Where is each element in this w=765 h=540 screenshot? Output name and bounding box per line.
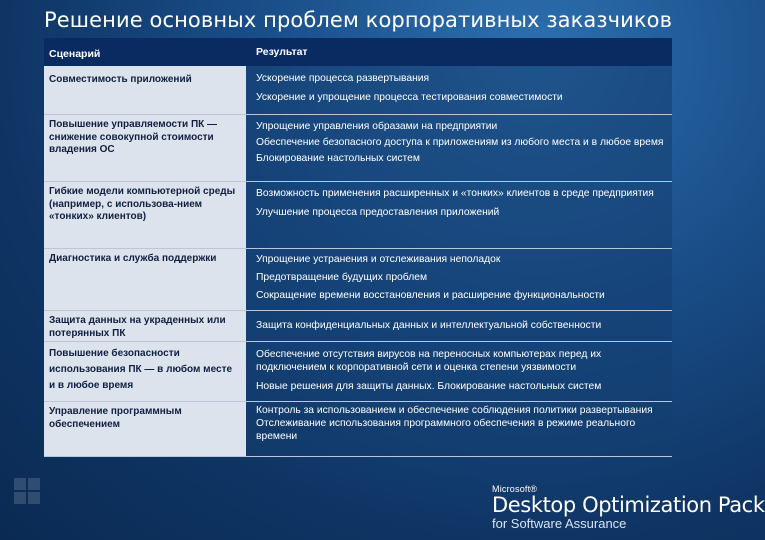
scenario-cell: Гибкие модели компьютерной среды (например, с использова-нием «тонких» клиентов) — [49, 186, 236, 222]
table-row — [44, 402, 672, 457]
result-line: Блокирование настольных систем — [256, 153, 420, 164]
logo-brand: Microsoft® — [492, 484, 538, 494]
scenario-table — [44, 38, 672, 457]
table-row — [44, 311, 672, 342]
table-row — [44, 182, 672, 249]
page-title: Решение основных проблем корпоративных заказчиков — [44, 8, 673, 32]
result-line: Защита конфиденциальных данных и интеллектуальной собственности — [256, 320, 602, 331]
scenario-cell: Повышение безопасности использования ПК — в любом месте и в любое время — [49, 348, 233, 391]
windows-flag-icon — [12, 476, 42, 506]
result-line: Возможность применения расширенных и «тонких» клиентов в среде предприятия — [256, 188, 654, 199]
table-row — [44, 66, 672, 115]
table-header — [44, 38, 672, 66]
result-line: Улучшение процесса предоставления приложений — [256, 207, 500, 218]
table-row — [44, 342, 672, 402]
result-line: Отслеживание использования программного обеспечения в режиме реального времени — [256, 418, 636, 442]
result-line: Сокращение времени восстановления и расширение функциональности — [256, 290, 605, 301]
result-line: Контроль за использованием и обеспечение соблюдения политики развертывания — [256, 405, 653, 416]
scenario-cell: Диагностика и служба поддержки — [49, 253, 217, 264]
result-line: Обеспечение отсутствия вирусов на переносных компьютерах перед их подключением к корпоративной сети и оценка степени уязвимости — [256, 349, 602, 373]
scenario-cell: Управление программным обеспечением — [49, 406, 182, 430]
scenario-cell: Совместимость приложений — [49, 74, 192, 85]
result-line: Упрощение управления образами на предприятии — [256, 121, 498, 132]
scenario-cell: Защита данных на украденных или потерянных ПК — [49, 315, 226, 339]
result-line: Ускорение процесса развертывания — [256, 73, 430, 84]
table-row — [44, 249, 672, 311]
result-line: Новые решения для защиты данных. Блокирование настольных систем — [256, 381, 602, 392]
header-scenario: Сценарий — [49, 48, 101, 60]
table-row — [44, 115, 672, 182]
header-result: Результат — [256, 46, 308, 58]
result-line: Обеспечение безопасного доступа к приложениям из любого места и в любое время — [256, 137, 664, 148]
result-line: Ускорение и упрощение процесса тестирования совместимости — [256, 92, 563, 103]
result-line: Упрощение устранения и отслеживания неполадок — [256, 254, 501, 265]
product-logo — [492, 484, 765, 531]
logo-subtitle: for Software Assurance — [492, 516, 627, 531]
logo-product: Desktop Optimization Pack — [492, 493, 765, 517]
result-line: Предотвращение будущих проблем — [256, 272, 428, 283]
scenario-cell: Повышение управляемости ПК — снижение совокупной стоимости владения ОС — [49, 119, 218, 155]
